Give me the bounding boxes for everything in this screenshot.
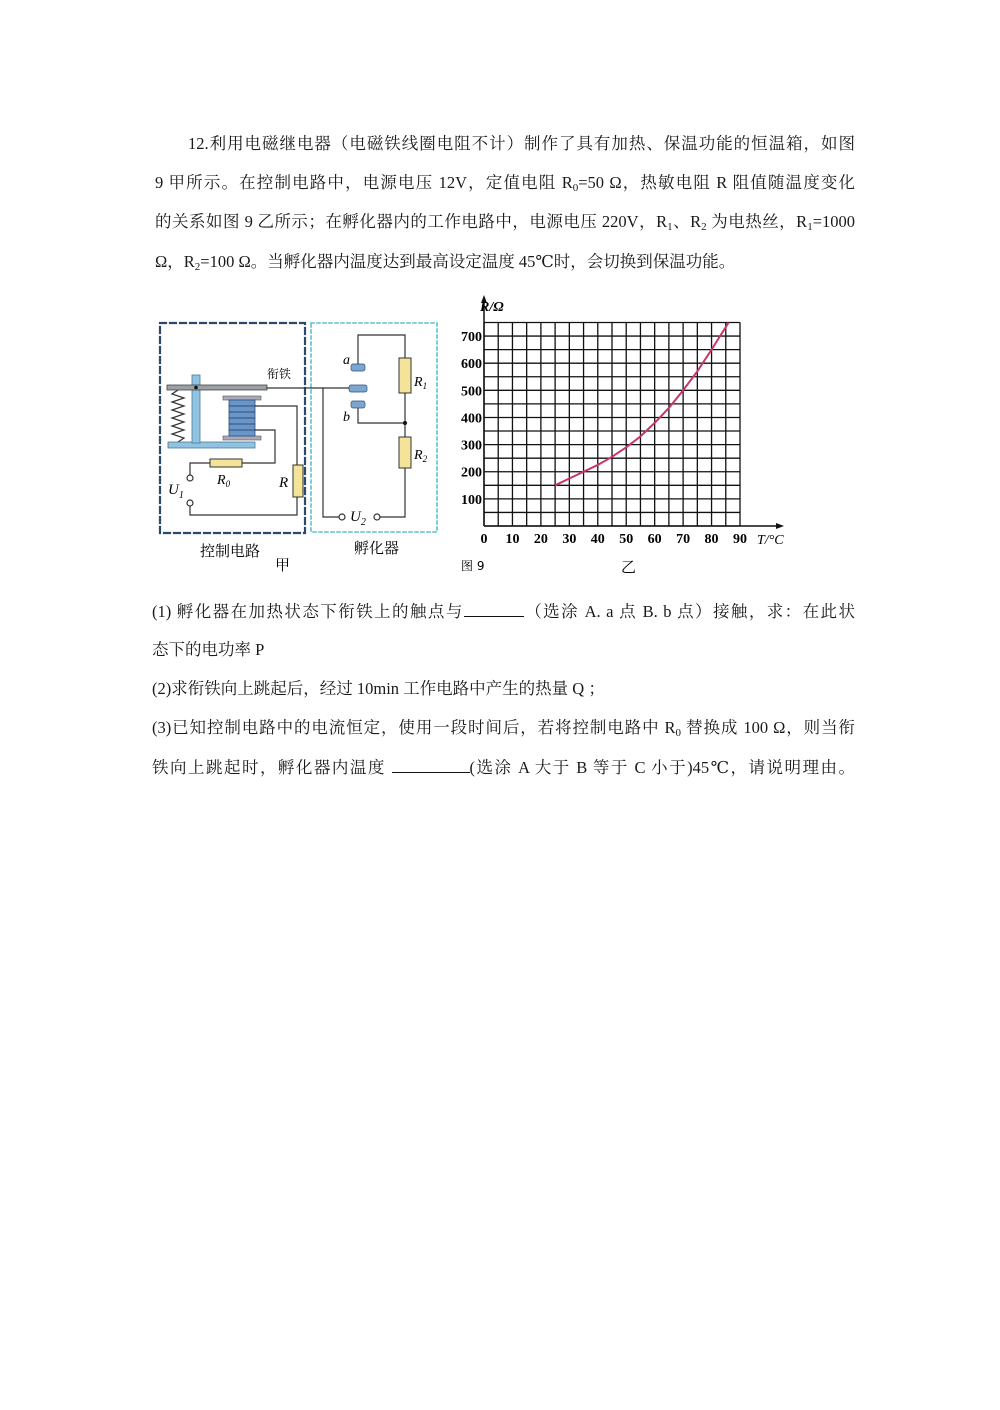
question-text: (1) 孵化器在加热状态下衔铁上的触点与 [152,602,464,621]
figure-label-jia: 甲 [275,556,291,574]
subscript: 1 [667,221,673,233]
spring-icon [172,390,184,442]
figure-label-yi: 乙 [621,558,637,576]
question-3 [152,717,855,739]
contact-a [351,364,365,371]
x-tick-label: 30 [562,532,577,547]
question-text: (3)已知控制电路中的电流恒定，使用一段时间后，若将控制电路中 R [152,718,676,737]
y-tick-label: 600 [461,357,482,373]
r0-label: $R_0$ [217,473,231,489]
terminal-u2-a [339,514,345,520]
wire [190,497,297,515]
terminal-u1-negative [187,500,193,506]
thermistor-r [293,465,303,497]
x-axis-arrow-icon [776,523,784,529]
problem-text: 9 甲所示。在控制电路中，电源电压 12V，定值电阻 R [155,173,573,192]
x-tick-label: 20 [533,532,548,547]
heater-r2 [399,437,411,468]
x-tick-label: 10 [505,532,520,547]
answer-blank-3[interactable] [392,756,470,773]
junction [403,421,407,425]
terminal-u1-positive [187,475,193,481]
relay-base [168,442,255,448]
question-2 [152,678,852,700]
question-text: 替换成 100 Ω，则当衔 [681,718,855,737]
y-tick-label: 700 [461,330,482,346]
y-tick-label: 200 [461,465,482,481]
contact-b-label: b [343,410,350,425]
subscript: 1 [807,221,813,233]
x-axis-label: T/°C [757,533,784,548]
x-tick-label: 60 [647,532,662,547]
question-3-cont [152,756,855,779]
problem-text: =1000 [812,212,855,231]
figure-caption: 图 9 [461,559,485,573]
figure-9 [0,0,1000,600]
resistor-r0 [210,459,242,467]
u1-label: $U_1$ [168,482,184,501]
u2-label: $U_2$ [350,509,366,528]
problem-text: 为电热丝，R [706,212,808,231]
y-tick-label: 400 [461,411,482,427]
x-tick-label: 0 [480,532,488,547]
wire [358,335,405,365]
question-1-cont [152,639,852,661]
r2-label: $R_2$ [414,448,428,464]
question-text: 铁向上跳起时，孵化器内温度 [152,758,392,777]
terminal-u2-b [374,514,380,520]
x-tick-label: 40 [590,532,605,547]
y-tick-label: 500 [461,384,482,400]
problem-text: 的关系如图 9 乙所示；在孵化器内的工作电路中，电源电压 220V，R [155,212,668,231]
r-label: R [279,475,289,491]
subscript: 2 [701,221,707,233]
y-tick-label: 300 [461,438,482,454]
x-tick-label: 80 [704,532,719,547]
question-text: 态下的电功率 P [152,640,265,659]
x-tick-label: 70 [676,532,691,547]
circuit-diagram [160,323,437,574]
question-text: （选涂 A. a 点 B. b 点）接触，求：在此状 [523,602,855,621]
wire [380,468,405,517]
contact-b [351,401,365,408]
chart-grid [484,323,740,527]
subscript: 2 [194,261,201,273]
y-tick-label: 100 [461,492,482,508]
armature-label: 衔铁 [267,367,292,381]
problem-text: Ω，R [155,252,195,271]
moving-contact [349,385,367,392]
y-axis-label: R/Ω [480,300,504,315]
wire [358,407,405,423]
problem-text: 、R [672,212,702,231]
wire [323,388,339,517]
question-text: (2)求衔铁向上跳起后，经过 10min 工作电路中产生的热量 Q ； [152,679,605,698]
x-tick-labels [481,532,748,547]
x-tick-label: 50 [619,532,634,547]
incubator-label: 孵化器 [354,539,400,557]
wire [255,406,297,465]
incubator-box [311,323,437,532]
armature [167,385,267,390]
question-1 [152,600,855,623]
problem-text: =100 Ω。当孵化器内温度达到最高设定温度 45℃时，会切换到保温功能。 [200,252,736,271]
contact-a-label: a [343,353,350,368]
r-t-graph [461,295,784,548]
y-tick-labels [461,330,482,508]
subscript: 0 [675,727,682,739]
answer-blank-1[interactable] [464,600,524,617]
wire [190,463,210,475]
question-text: (选涂 A 大于 B 等于 C 小于)45℃，请说明理由。 [469,758,855,777]
problem-text: 12.利用电磁继电器（电磁铁线圈电阻不计）制作了具有加热、保温功能的恒温箱，如图 [188,134,855,153]
problem-text: =50 Ω，热敏电阻 R 阻值随温度变化 [578,173,856,192]
electromagnet-coil-icon [223,396,261,440]
pivot [194,386,198,390]
x-tick-label: 90 [733,532,747,547]
control-circuit-label: 控制电路 [200,542,261,560]
r1-label: $R_1$ [414,375,428,391]
subscript: 0 [572,182,579,194]
heater-r1 [399,358,411,393]
